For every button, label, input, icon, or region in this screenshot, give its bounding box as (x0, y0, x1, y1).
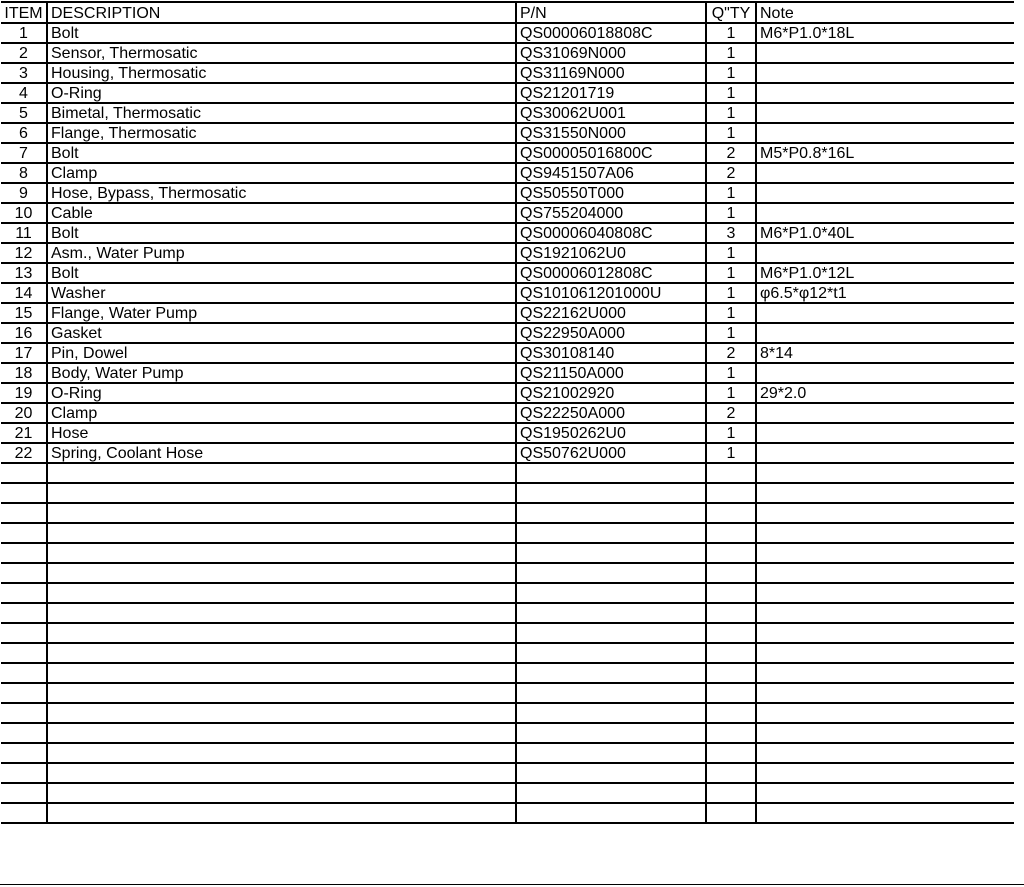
cell-item: 12 (1, 243, 47, 263)
cell-item: 20 (1, 403, 47, 423)
cell-note (756, 403, 1014, 423)
cell-item: 21 (1, 423, 47, 443)
cell-pn (516, 743, 706, 763)
cell-pn: QS00006018808C (516, 23, 706, 43)
table-row (1, 103, 1014, 123)
cell-note (756, 783, 1014, 803)
table-row (1, 503, 1014, 523)
cell-qty: 1 (706, 103, 756, 123)
cell-note (756, 503, 1014, 523)
cell-description: Clamp (47, 403, 516, 423)
cell-description: Hose, Bypass, Thermosatic (47, 183, 516, 203)
cell-description: O-Ring (47, 383, 516, 403)
cell-qty (706, 603, 756, 623)
cell-pn: QS101061201000U (516, 283, 706, 303)
cell-qty (706, 623, 756, 643)
cell-qty: 1 (706, 23, 756, 43)
cell-qty: 1 (706, 123, 756, 143)
cell-description (47, 803, 516, 823)
cell-pn (516, 463, 706, 483)
cell-item: 1 (1, 23, 47, 43)
cell-qty (706, 543, 756, 563)
table-row (1, 523, 1014, 543)
cell-pn (516, 763, 706, 783)
cell-note (756, 183, 1014, 203)
cell-description (47, 743, 516, 763)
cell-item: 17 (1, 343, 47, 363)
cell-description: Bolt (47, 143, 516, 163)
cell-qty (706, 743, 756, 763)
table-row (1, 43, 1014, 63)
cell-qty (706, 663, 756, 683)
table-row (1, 23, 1014, 43)
cell-pn (516, 643, 706, 663)
cell-note (756, 623, 1014, 643)
cell-description (47, 623, 516, 643)
table-row (1, 163, 1014, 183)
table-row (1, 423, 1014, 443)
table-row (1, 403, 1014, 423)
cell-item: 13 (1, 263, 47, 283)
cell-note (756, 443, 1014, 463)
table-row (1, 63, 1014, 83)
table-row (1, 483, 1014, 503)
cell-description: Bolt (47, 23, 516, 43)
bottom-rule (0, 884, 1024, 885)
cell-note (756, 743, 1014, 763)
cell-note (756, 303, 1014, 323)
cell-item (1, 603, 47, 623)
cell-qty (706, 803, 756, 823)
table-row (1, 383, 1014, 403)
cell-pn (516, 703, 706, 723)
table-row (1, 363, 1014, 383)
cell-item (1, 803, 47, 823)
header-description: DESCRIPTION (47, 3, 516, 23)
cell-pn: QS21150A000 (516, 363, 706, 383)
header-row (1, 3, 1014, 23)
table-row (1, 463, 1014, 483)
cell-description: Cable (47, 203, 516, 223)
cell-note (756, 583, 1014, 603)
cell-pn (516, 663, 706, 683)
table-row (1, 683, 1014, 703)
cell-item (1, 483, 47, 503)
cell-item: 5 (1, 103, 47, 123)
cell-qty: 1 (706, 383, 756, 403)
cell-pn (516, 603, 706, 623)
cell-pn (516, 483, 706, 503)
cell-description (47, 663, 516, 683)
cell-qty (706, 503, 756, 523)
cell-item (1, 723, 47, 743)
cell-pn: QS30108140 (516, 343, 706, 363)
table-row (1, 563, 1014, 583)
cell-description (47, 723, 516, 743)
cell-pn: QS9451507A06 (516, 163, 706, 183)
cell-pn (516, 543, 706, 563)
cell-pn: QS22162U000 (516, 303, 706, 323)
cell-item (1, 503, 47, 523)
table-row (1, 203, 1014, 223)
cell-qty: 1 (706, 323, 756, 343)
cell-note (756, 763, 1014, 783)
cell-qty: 1 (706, 203, 756, 223)
cell-qty: 1 (706, 363, 756, 383)
cell-note: 8*14 (756, 343, 1014, 363)
cell-qty (706, 643, 756, 663)
cell-qty: 1 (706, 243, 756, 263)
header-note: Note (756, 3, 1014, 23)
cell-item: 11 (1, 223, 47, 243)
cell-note: M6*P1.0*18L (756, 23, 1014, 43)
cell-description: Bolt (47, 263, 516, 283)
cell-note (756, 203, 1014, 223)
cell-item: 9 (1, 183, 47, 203)
cell-item (1, 643, 47, 663)
table-row (1, 323, 1014, 343)
cell-note (756, 483, 1014, 503)
cell-note (756, 63, 1014, 83)
cell-pn (516, 583, 706, 603)
cell-description: Bolt (47, 223, 516, 243)
cell-note (756, 163, 1014, 183)
cell-pn: QS755204000 (516, 203, 706, 223)
cell-description: Pin, Dowel (47, 343, 516, 363)
cell-pn: QS00006040808C (516, 223, 706, 243)
cell-note (756, 643, 1014, 663)
cell-note (756, 523, 1014, 543)
cell-pn: QS1921062U0 (516, 243, 706, 263)
cell-qty: 1 (706, 83, 756, 103)
cell-description: Sensor, Thermosatic (47, 43, 516, 63)
cell-description: Asm., Water Pump (47, 243, 516, 263)
cell-description (47, 523, 516, 543)
cell-pn: QS31169N000 (516, 63, 706, 83)
cell-item (1, 763, 47, 783)
cell-item: 22 (1, 443, 47, 463)
cell-note: φ6.5*φ12*t1 (756, 283, 1014, 303)
cell-qty: 3 (706, 223, 756, 243)
table-row (1, 443, 1014, 463)
cell-qty: 2 (706, 343, 756, 363)
cell-pn: QS00005016800C (516, 143, 706, 163)
cell-description (47, 683, 516, 703)
cell-qty: 2 (706, 163, 756, 183)
cell-note (756, 323, 1014, 343)
table-row (1, 663, 1014, 683)
parts-list-table (1, 3, 1014, 824)
cell-item: 7 (1, 143, 47, 163)
cell-description (47, 583, 516, 603)
table-row (1, 703, 1014, 723)
header-qty: Q"TY (706, 3, 756, 23)
cell-description (47, 483, 516, 503)
cell-description (47, 503, 516, 523)
table-row (1, 303, 1014, 323)
cell-pn: QS50550T000 (516, 183, 706, 203)
cell-pn: QS00006012808C (516, 263, 706, 283)
cell-qty (706, 763, 756, 783)
cell-pn (516, 683, 706, 703)
cell-note (756, 423, 1014, 443)
cell-pn: QS21201719 (516, 83, 706, 103)
cell-qty: 1 (706, 63, 756, 83)
table-row (1, 583, 1014, 603)
cell-item: 14 (1, 283, 47, 303)
cell-item: 19 (1, 383, 47, 403)
cell-pn: QS31550N000 (516, 123, 706, 143)
cell-pn: QS22950A000 (516, 323, 706, 343)
cell-description: Gasket (47, 323, 516, 343)
cell-description (47, 603, 516, 623)
cell-item: 15 (1, 303, 47, 323)
cell-pn (516, 503, 706, 523)
cell-note (756, 43, 1014, 63)
cell-item: 3 (1, 63, 47, 83)
table-row (1, 283, 1014, 303)
cell-item (1, 703, 47, 723)
cell-description (47, 463, 516, 483)
cell-pn (516, 623, 706, 643)
cell-description (47, 703, 516, 723)
cell-description: Washer (47, 283, 516, 303)
header-pn: P/N (516, 3, 706, 23)
cell-pn (516, 803, 706, 823)
cell-item: 8 (1, 163, 47, 183)
cell-note (756, 803, 1014, 823)
cell-qty: 1 (706, 283, 756, 303)
cell-description: Clamp (47, 163, 516, 183)
header-item: ITEM (1, 3, 47, 23)
cell-description (47, 763, 516, 783)
table-row (1, 123, 1014, 143)
cell-qty (706, 583, 756, 603)
cell-description (47, 643, 516, 663)
cell-note (756, 663, 1014, 683)
table-row (1, 743, 1014, 763)
cell-note: M6*P1.0*12L (756, 263, 1014, 283)
cell-pn: QS50762U000 (516, 443, 706, 463)
cell-qty (706, 523, 756, 543)
cell-note: 29*2.0 (756, 383, 1014, 403)
table-row (1, 803, 1014, 823)
cell-item: 10 (1, 203, 47, 223)
cell-note (756, 723, 1014, 743)
cell-qty: 1 (706, 43, 756, 63)
cell-description: Bimetal, Thermosatic (47, 103, 516, 123)
cell-item: 16 (1, 323, 47, 343)
cell-qty: 2 (706, 143, 756, 163)
cell-qty (706, 483, 756, 503)
cell-description (47, 543, 516, 563)
cell-pn: QS22250A000 (516, 403, 706, 423)
cell-description: O-Ring (47, 83, 516, 103)
cell-description (47, 563, 516, 583)
cell-item (1, 623, 47, 643)
cell-qty: 2 (706, 403, 756, 423)
cell-description: Hose (47, 423, 516, 443)
cell-note (756, 703, 1014, 723)
cell-note (756, 243, 1014, 263)
cell-item (1, 743, 47, 763)
cell-description: Spring, Coolant Hose (47, 443, 516, 463)
cell-item: 6 (1, 123, 47, 143)
table-row (1, 543, 1014, 563)
table-row (1, 143, 1014, 163)
cell-qty (706, 683, 756, 703)
cell-pn (516, 523, 706, 543)
table-row (1, 763, 1014, 783)
table-row (1, 223, 1014, 243)
cell-note (756, 463, 1014, 483)
table-row (1, 243, 1014, 263)
cell-qty (706, 723, 756, 743)
cell-qty (706, 463, 756, 483)
cell-qty: 1 (706, 183, 756, 203)
cell-pn: QS21002920 (516, 383, 706, 403)
cell-note (756, 603, 1014, 623)
cell-pn: QS31069N000 (516, 43, 706, 63)
table-row (1, 263, 1014, 283)
cell-qty: 1 (706, 423, 756, 443)
cell-note (756, 683, 1014, 703)
parts-list-sheet (1, 1, 1014, 824)
cell-description (47, 783, 516, 803)
cell-item (1, 563, 47, 583)
cell-item: 4 (1, 83, 47, 103)
cell-item (1, 523, 47, 543)
cell-pn (516, 783, 706, 803)
cell-note: M6*P1.0*40L (756, 223, 1014, 243)
table-row (1, 183, 1014, 203)
cell-qty (706, 563, 756, 583)
cell-item (1, 463, 47, 483)
table-row (1, 343, 1014, 363)
cell-qty: 1 (706, 263, 756, 283)
cell-item: 18 (1, 363, 47, 383)
cell-pn: QS1950262U0 (516, 423, 706, 443)
cell-description: Housing, Thermosatic (47, 63, 516, 83)
table-row (1, 603, 1014, 623)
cell-item (1, 663, 47, 683)
cell-description: Body, Water Pump (47, 363, 516, 383)
cell-item: 2 (1, 43, 47, 63)
cell-note (756, 103, 1014, 123)
cell-note: M5*P0.8*16L (756, 143, 1014, 163)
cell-pn (516, 563, 706, 583)
cell-item (1, 683, 47, 703)
cell-description: Flange, Water Pump (47, 303, 516, 323)
cell-note (756, 83, 1014, 103)
cell-note (756, 543, 1014, 563)
table-row (1, 83, 1014, 103)
cell-item (1, 783, 47, 803)
cell-qty (706, 783, 756, 803)
cell-note (756, 123, 1014, 143)
table-row (1, 643, 1014, 663)
table-row (1, 723, 1014, 743)
cell-pn (516, 723, 706, 743)
cell-qty (706, 703, 756, 723)
table-row (1, 783, 1014, 803)
cell-qty: 1 (706, 443, 756, 463)
cell-item (1, 543, 47, 563)
cell-note (756, 563, 1014, 583)
table-row (1, 623, 1014, 643)
cell-pn: QS30062U001 (516, 103, 706, 123)
cell-note (756, 363, 1014, 383)
cell-description: Flange, Thermosatic (47, 123, 516, 143)
cell-item (1, 583, 47, 603)
cell-qty: 1 (706, 303, 756, 323)
